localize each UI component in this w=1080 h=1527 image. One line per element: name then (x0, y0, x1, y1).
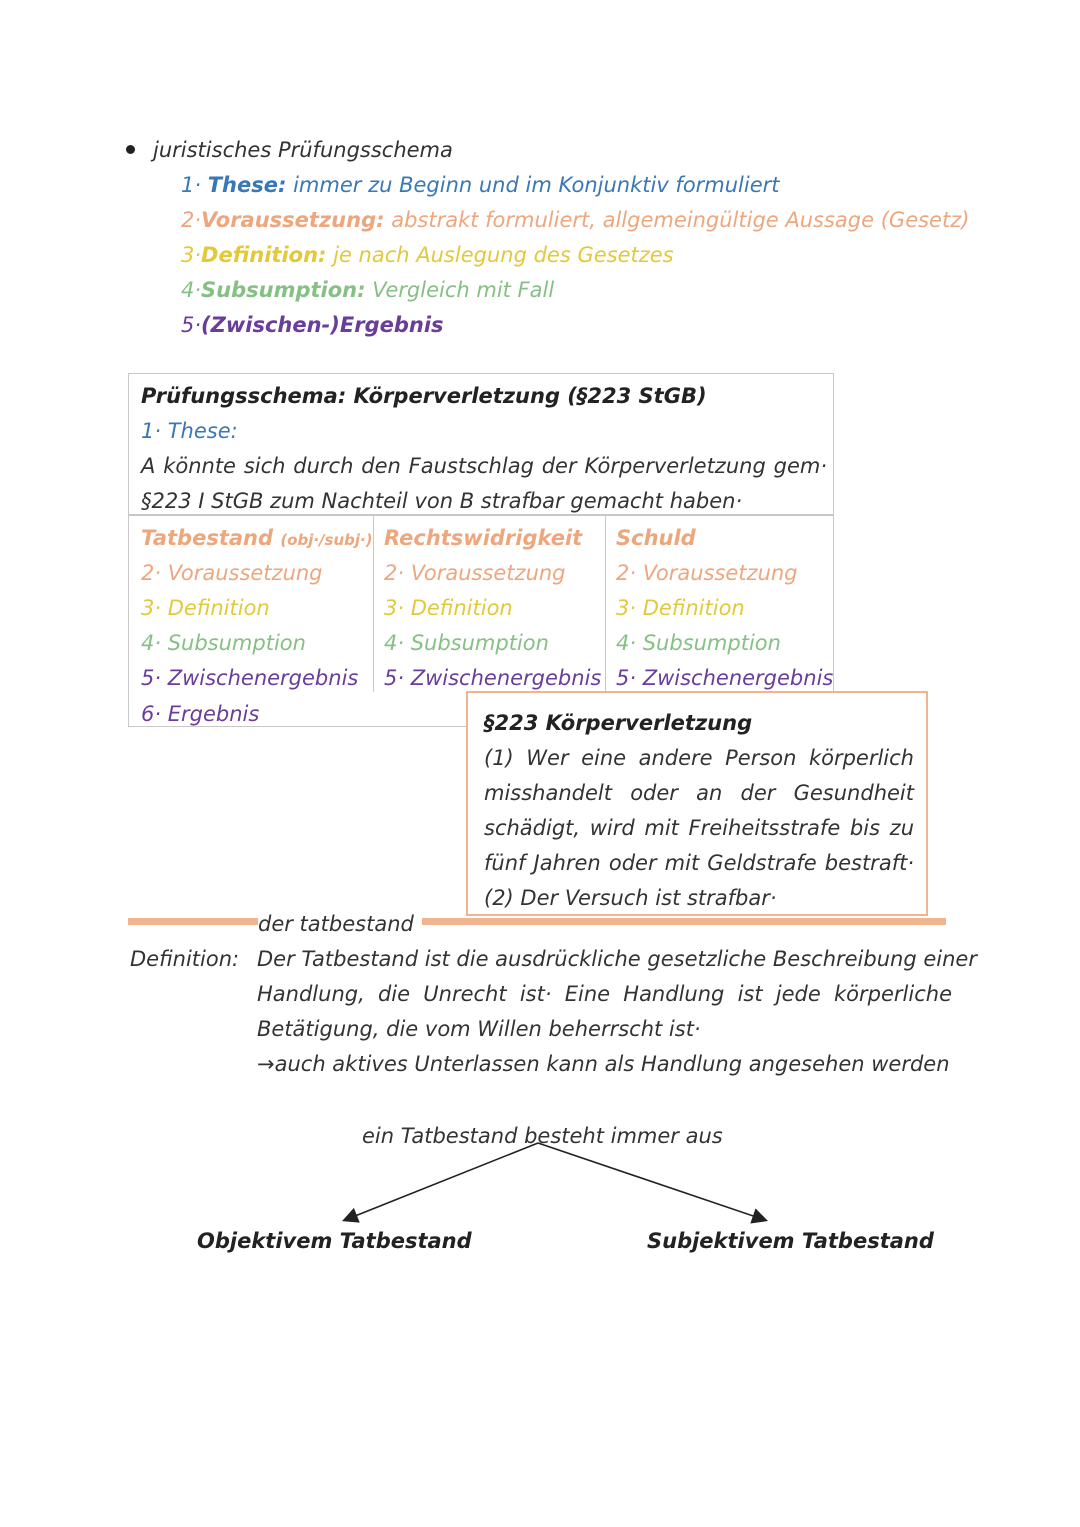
law-line: (1) Wer eine andere Person körperlich (484, 746, 914, 770)
definition-line: Betätigung, die vom Willen beherrscht ist· (257, 1017, 701, 1041)
section-heading: der tatbestand (258, 912, 414, 936)
step-text: Vergleich mit Fall (372, 278, 555, 302)
column-item: 5· Zwischenergebnis (616, 666, 834, 690)
law-line: (2) Der Versuch ist strafbar· (484, 886, 777, 910)
column-item: 2· Voraussetzung (384, 561, 566, 585)
schema-result: 6· Ergebnis (141, 702, 260, 726)
tree-left-label: Objektivem Tatbestand (197, 1229, 472, 1253)
step-text: je nach Auslegung des Gesetzes (333, 243, 674, 267)
definition-line: Der Tatbestand ist die ausdrückliche gesetzliche Beschreibung einer (257, 947, 977, 971)
column-header-note: (obj·/subj·) (280, 531, 373, 549)
definition-label: Definition: (130, 947, 240, 971)
step-num: 5· (181, 313, 202, 337)
law-line: misshandelt oder an der Gesundheit (484, 781, 914, 805)
arrow-right (538, 1143, 765, 1220)
column-header-label: Tatbestand (141, 526, 274, 550)
schema-thesis-line1: A könnte sich durch den Faustschlag der Körperverletzung gem· (141, 454, 827, 478)
step-num: 4· (181, 278, 202, 302)
tree-root-label: ein Tatbestand besteht immer aus (362, 1124, 723, 1148)
step-term: (Zwischen-)Ergebnis (201, 313, 444, 337)
column-item: 2· Voraussetzung (141, 561, 323, 585)
law-line: schädigt, wird mit Freiheitsstrafe bis zu (484, 816, 914, 840)
column-item: 5· Zwischenergebnis (141, 666, 359, 690)
schema-thesis-label: 1· These: (141, 419, 238, 443)
arrow-left (345, 1143, 538, 1220)
schema-title: Prüfungsschema: Körperverletzung (§223 StGB) (141, 384, 707, 408)
definition-note: →auch aktives Unterlassen kann als Handlung angesehen werden (257, 1052, 950, 1076)
column-item: 3· Definition (141, 596, 270, 620)
law-line: fünf Jahren oder mit Geldstrafe bestraft· (484, 851, 914, 875)
column-item: 4· Subsumption (616, 631, 781, 655)
column-item: 3· Definition (616, 596, 745, 620)
tree-right-label: Subjektivem Tatbestand (647, 1229, 934, 1253)
column-item: 5· Zwischenergebnis (384, 666, 602, 690)
column-header: Rechtswidrigkeit (384, 526, 583, 550)
step-text: immer zu Beginn und im Konjunktiv formuliert (293, 173, 780, 197)
column-header: Schuld (616, 526, 696, 550)
step-num: 1· (181, 173, 202, 197)
definition-line: Handlung, die Unrecht ist· Eine Handlung ist jede körperliche (257, 982, 952, 1006)
column-item: 2· Voraussetzung (616, 561, 798, 585)
schema-thesis-line2: §223 I StGB zum Nachteil von B strafbar gemacht haben· (141, 489, 743, 513)
step-term: Subsumption: (201, 278, 366, 302)
step-text: abstrakt formuliert, allgemeingültige Aussage (Gesetz) (391, 208, 970, 232)
step-term: Definition: (201, 243, 327, 267)
step-num: 3· (181, 243, 202, 267)
step-term: Voraussetzung: (201, 208, 385, 232)
step-num: 2· (181, 208, 202, 232)
column-item: 3· Definition (384, 596, 513, 620)
column-item: 4· Subsumption (141, 631, 306, 655)
law-title: §223 Körperverletzung (484, 711, 753, 735)
step-term: These: (207, 173, 287, 197)
column-item: 4· Subsumption (384, 631, 549, 655)
intro-heading: juristisches Prüfungsschema (153, 138, 453, 162)
